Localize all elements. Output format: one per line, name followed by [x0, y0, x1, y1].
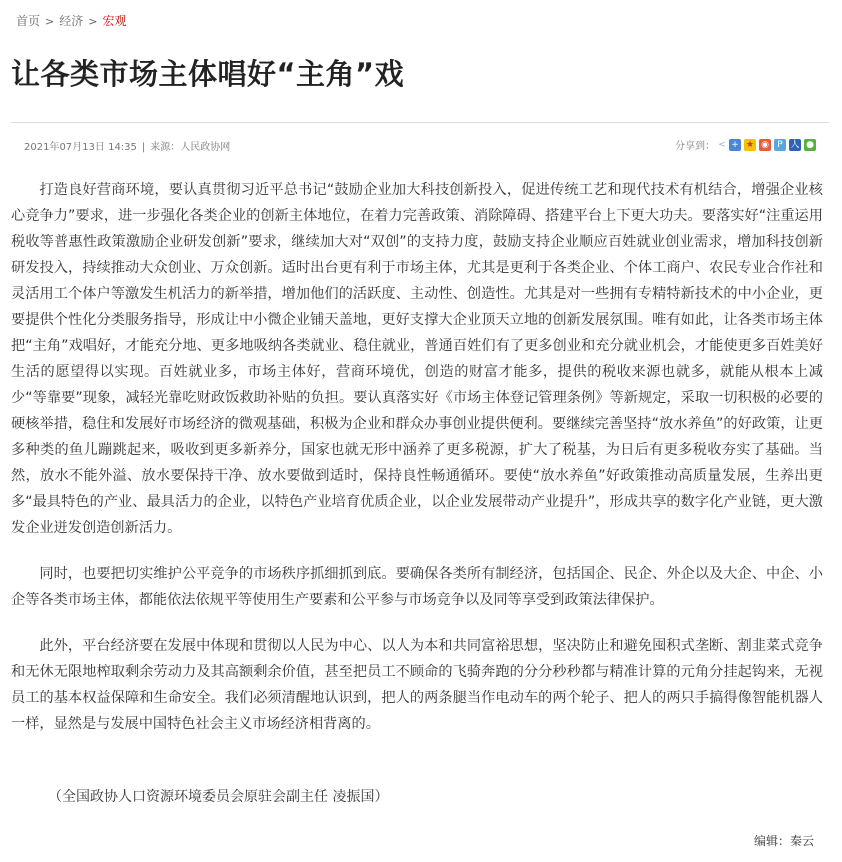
breadcrumb-separator: >: [45, 15, 55, 28]
breadcrumb-current[interactable]: 宏观: [102, 14, 127, 28]
article-meta: [24, 138, 230, 153]
paragraph: 打造良好营商环境，要认真贯彻习近平总书记“鼓励企业加大科技创新投入，促进传统工艺和现代技术有机结合，增强企业核心竞争力”要求，进一步强化各类企业的创新主体地位，在着力完善政策、消除障碍、搭建平台上下更大功夫。要落实好“注重运用税收等普惠性政策激励企业研发创新”要求，继续加大对“双创”的支持力度，鼓励支持企业顺应百姓就业创业需求，增加科技创新研发投入，持续推动大众创业、万众创新。适时出台更有利于市场主体，尤其是更利于各类企业、个体工商户、农民专业合作社和灵活用工个体户等激发生机活力的新举措，增加他们的活跃度、主动性、创造性。尤其是对一些拥有专精特新技术的中小企业，更要提供个性化分类服务指导，形成让中小微企业铺天盖地，更好支撑大企业顶天立地的创新发展氛围。唯有如此，让各类市场主体把“主角”戏唱好，才能充分地、更多地吸纳各类就业、稳住就业，普通百姓们有了更多创业和充分就业机会，才能使更多百姓美好生活的愿望得以实现。百姓就业多，市场主体好，营商环境优，创造的财富才能多，提供的税收来源也就多，就能从根本上减少“等靠要”现象，减轻光靠吃财政饭救助补贴的负担。要认真落实好《市场主体登记管理条例》等新规定，采取一切积极的必要的硬核举措，稳住和发展好市场经济的微观基础，积极为企业和群众办事创业提供便利。要继续完善坚持“放水养鱼”的好政策，让更多种类的鱼儿蹦跳起来，吸收到更多新养分，国家也就无形中涵养了更多税源，扩大了税基，为日后有更多税收夯实了基础。当然，放水不能外溢、放水要保持干净、放水要做到适时，保持良性畅通循环。要使“放水养鱼”好政策推动高质量发展，生养出更多“最具特色的产业、最具活力的企业，以特色产业培育优质企业，以企业发展带动产业提升”，形成共享的数字化产业链，更大激发企业迸发创造创新活力。: [11, 182, 823, 536]
plus-icon[interactable]: +: [729, 139, 741, 151]
breadcrumb: [16, 12, 126, 29]
share-label: 分享到：: [675, 141, 715, 152]
qzone-icon[interactable]: ★: [745, 139, 755, 150]
article-source: 来源：人民政协网: [150, 142, 231, 153]
publish-date: 2021年07月13日 14:35: [24, 142, 137, 153]
share-bar: [675, 137, 816, 152]
author-line: （全国政协人口资源环境委员会原驻会副主任 凌振国）: [48, 789, 389, 805]
renren-icon[interactable]: 人: [790, 139, 800, 150]
breadcrumb-home[interactable]: 首页: [16, 14, 41, 28]
paragraph: 此外，平台经济要在发展中体现和贯彻以人民为中心、以人为本和共同富裕思想，坚决防止和避免囤积式垄断、割韭菜式竞争和无休无限地榨取剩余劳动力及其高额剩余价值，甚至把员工不顾命的飞骑奔跑的分分秒秒都与精准计算的元角分挂起钩来，无视员工的基本权益保障和生命安全。我们必须清醒地认识到，把人的两条腿当作电动车的两个轮子、把人的两只手搞得像智能机器人一样，显然是与发展中国特色社会主义市场经济相背离的。: [11, 638, 823, 732]
share-icon: <: [718, 139, 726, 150]
divider: [11, 122, 829, 123]
weibo-icon[interactable]: ◉: [759, 139, 771, 151]
wechat-icon[interactable]: ●: [804, 139, 816, 151]
paragraph: 同时，也要把切实维护公平竞争的市场秩序抓细抓到底。要确保各类所有制经济，包括国企、民企、外企以及大企、中企、小企等各类市场主体，都能依法依规平等使用生产要素和公平参与市场竞争以及同等享受到政策法律保护。: [11, 566, 823, 608]
article-body: [11, 177, 823, 757]
editor-line: 编辑：秦云: [753, 834, 814, 848]
breadcrumb-economy[interactable]: 经济: [59, 14, 84, 28]
breadcrumb-separator: >: [88, 15, 98, 28]
tencent-icon[interactable]: P: [774, 139, 786, 151]
page-title: 让各类市场主体唱好“主角”戏: [11, 57, 405, 91]
meta-separator: |: [141, 142, 146, 153]
